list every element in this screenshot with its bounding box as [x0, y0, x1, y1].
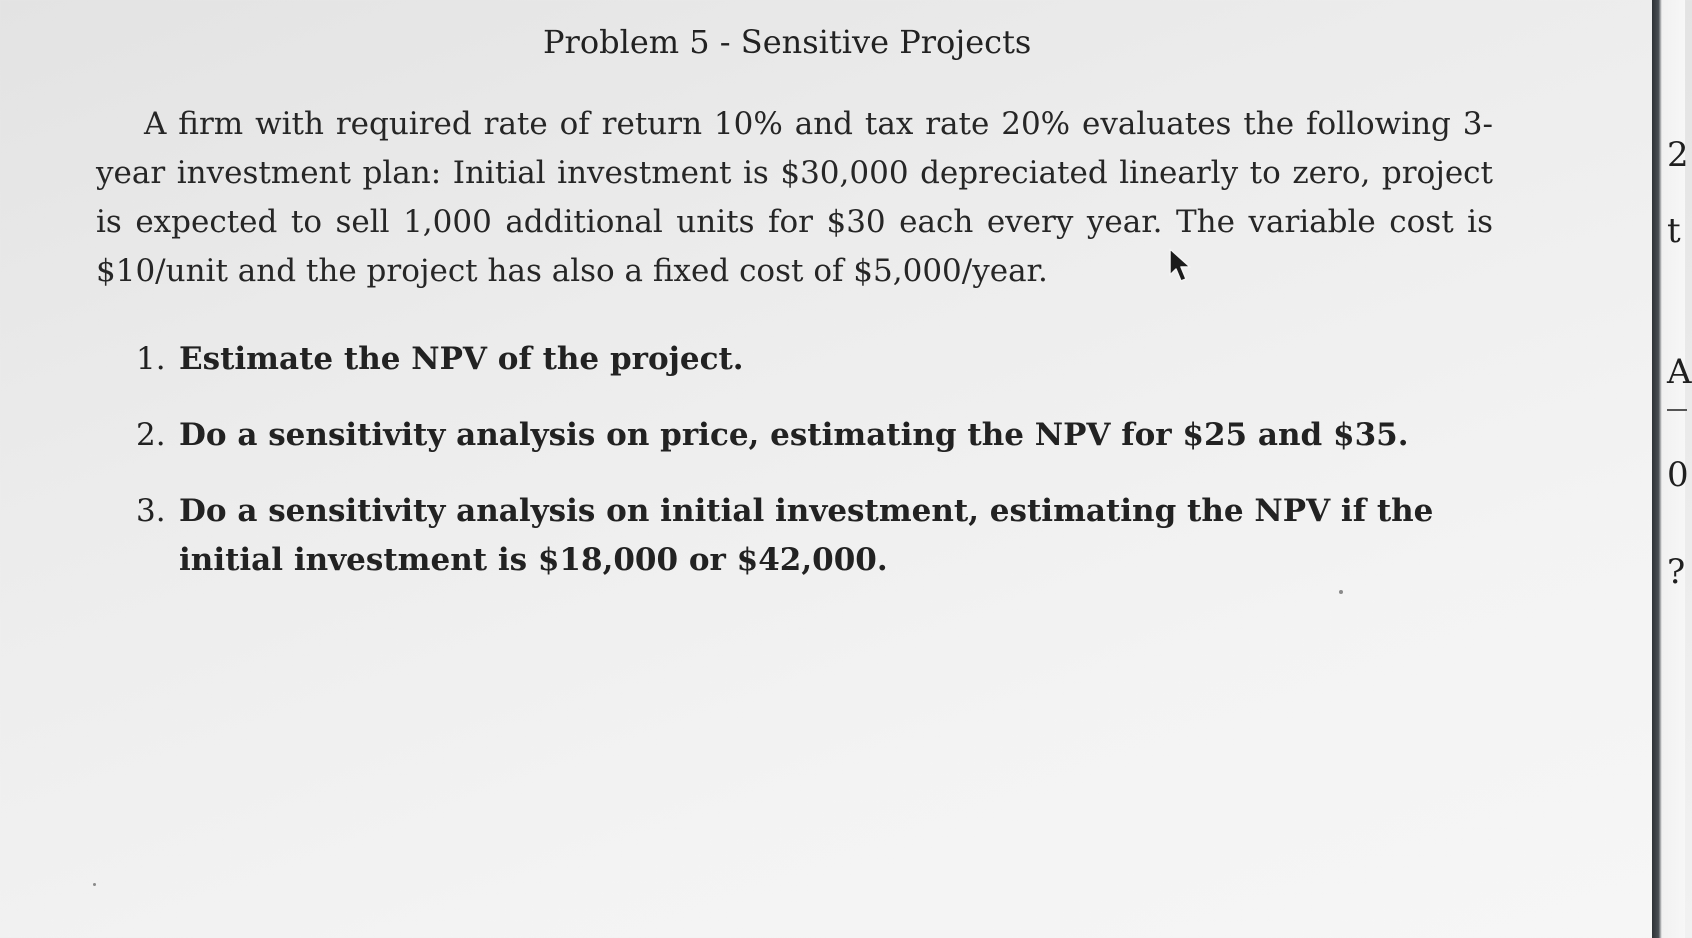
dust-speck	[1339, 590, 1343, 594]
question-number: 3.	[136, 493, 166, 529]
edge-fragment: A	[1667, 352, 1692, 392]
question-text: Do a sensitivity analysis on initial investment, estimating the NPV if the initial investment is $18,000 or $42,000.	[179, 493, 1434, 578]
question-text: Do a sensitivity analysis on price, estimating the NPV for $25 and $35.	[179, 417, 1409, 453]
list-item	[96, 487, 1493, 585]
edge-fragment: 2	[1667, 135, 1689, 175]
edge-fragment: 0	[1667, 455, 1689, 495]
question-text: Estimate the NPV of the project.	[179, 341, 744, 377]
dust-speck	[93, 883, 96, 886]
list-item	[96, 335, 1493, 384]
question-number: 1.	[136, 341, 166, 377]
list-item	[96, 411, 1493, 460]
adjacent-page-edge	[1652, 0, 1692, 938]
problem-statement: A firm with required rate of return 10% and tax rate 20% evaluates the following 3-year investment plan: Initial investment is $30,000 depreciated linearly to zero, project is expected to sell 1,000 additional units for $30 each every year. The variable cost is $10/unit and the project has also a fixed cost of $5,000/year.	[96, 106, 1493, 289]
mouse-pointer-icon	[1168, 247, 1194, 285]
edge-rule	[1667, 409, 1687, 411]
edge-fragment: ?	[1667, 552, 1686, 592]
edge-fragment: t	[1667, 211, 1681, 251]
question-number: 2.	[136, 417, 166, 453]
page-title: Problem 5 - Sensitive Projects	[543, 23, 1032, 61]
question-list	[96, 335, 1493, 612]
